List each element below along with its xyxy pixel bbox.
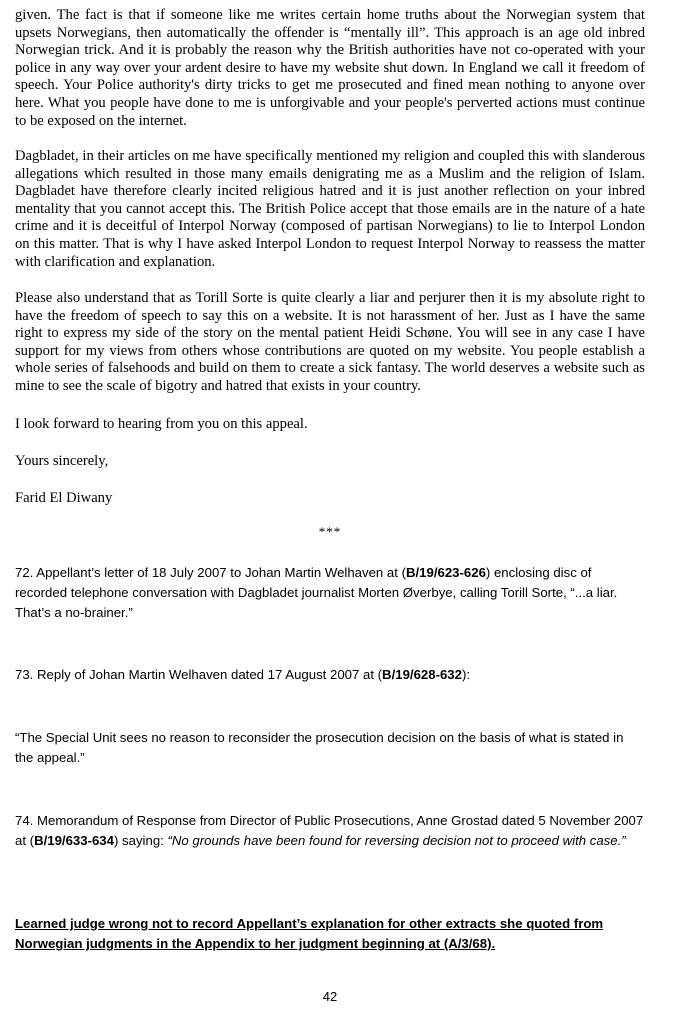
item-73-reference: B/19/628-632 bbox=[382, 667, 462, 682]
section-separator: *** bbox=[318, 524, 342, 539]
item-73-text-b: ): bbox=[461, 667, 471, 682]
item-74-text-b: ) saying: bbox=[113, 833, 168, 848]
section-heading: Learned judge wrong not to record Appellant’s explanation for other extracts she quoted from Norwegian judgments in the Appendix to her judgment beginning at (A/3/68). bbox=[15, 916, 604, 951]
item-72-reference: B/19/623-626 bbox=[405, 565, 486, 580]
item-74 bbox=[15, 811, 645, 851]
item-74-reference: B/19/633-634 bbox=[34, 833, 114, 848]
letter-paragraph-2: Dagbladet, in their articles on me have specifically mentioned my religion and coupled this with slanderous allegations which resulted in those many emails denigrating me as a Muslim and the religion of Islam. Dagbladet have therefore clearly incited religious hatred and it is just another reflection on your inbred mentality that you cannot accept this. The British Police accept that those emails are in the nature of a hate crime and it is deceitful of Interpol Norway (composed of partisan Norwegians) to lie to Interpol London on this matter. That is why I have asked Interpol London to request Interpol Norway to reassess the matter with clarification and explanation. bbox=[15, 148, 645, 270]
page-number: 42 bbox=[322, 989, 338, 1004]
item-73 bbox=[15, 665, 645, 685]
special-unit-quote: “The Special Unit sees no reason to reconsider the prosecution decision on the basis of what is stated in the appeal.” bbox=[15, 730, 624, 765]
letter-paragraph-1: given. The fact is that if someone like me writes certain home truths about the Norwegian system that upsets Norwegians, then automatically the offender is “mentally ill”. This approach is an age old inbred Norwegian trick. And it is probably the reason why the British authorities have not co-operated with your police in any way over your ardent desire to have my website shut down. In England we call it freedom of speech. Your Police authority's dirty tricks to get me prosecuted and fined mean nothing to anyone over here. What you people have done to me is unforgivable and your people's perverted actions must continue to be exposed on the internet. bbox=[15, 7, 645, 129]
item-74-quote: “No grounds have been found for reversing decision not to proceed with case.” bbox=[167, 833, 626, 848]
item-72-text-a: 72. Appellant’s letter of 18 July 2007 to Johan Martin Welhaven at ( bbox=[15, 565, 406, 580]
letter-closing-line: I look forward to hearing from you on this appeal. bbox=[15, 416, 308, 432]
item-73-text-a: 73. Reply of Johan Martin Welhaven dated 17 August 2007 at ( bbox=[15, 667, 383, 682]
item-72-text-b: ) enclosing disc of recorded telephone conversation with Dagbladet journalist Morten Øverbye, calling Torill Sorte, “...a liar. That’s a no-brainer.” bbox=[15, 565, 618, 620]
letter-salutation: Yours sincerely, bbox=[15, 453, 109, 469]
item-74-text-a: 74. Memorandum of Response from Director of Public Prosecutions, Anne Grostad dated 5 November 2007 at ( bbox=[15, 813, 644, 848]
letter-paragraph-3: Please also understand that as Torill Sorte is quite clearly a liar and perjurer then it is my absolute right to have the freedom of speech to say this on a website. It is not harassment of her. Just as I have the same right to express my side of the story on the mental patient Heidi Schøne. You will see in any case I have support for my views from others whose contributions are quoted on my website. You people establish a whole series of falsehoods and build on them to create a sick fantasy. The world deserves a website such as mine to see the scale of bigotry and hatred that exists in your country. bbox=[15, 290, 645, 394]
item-72 bbox=[15, 563, 645, 623]
letter-signature: Farid El Diwany bbox=[15, 490, 113, 506]
